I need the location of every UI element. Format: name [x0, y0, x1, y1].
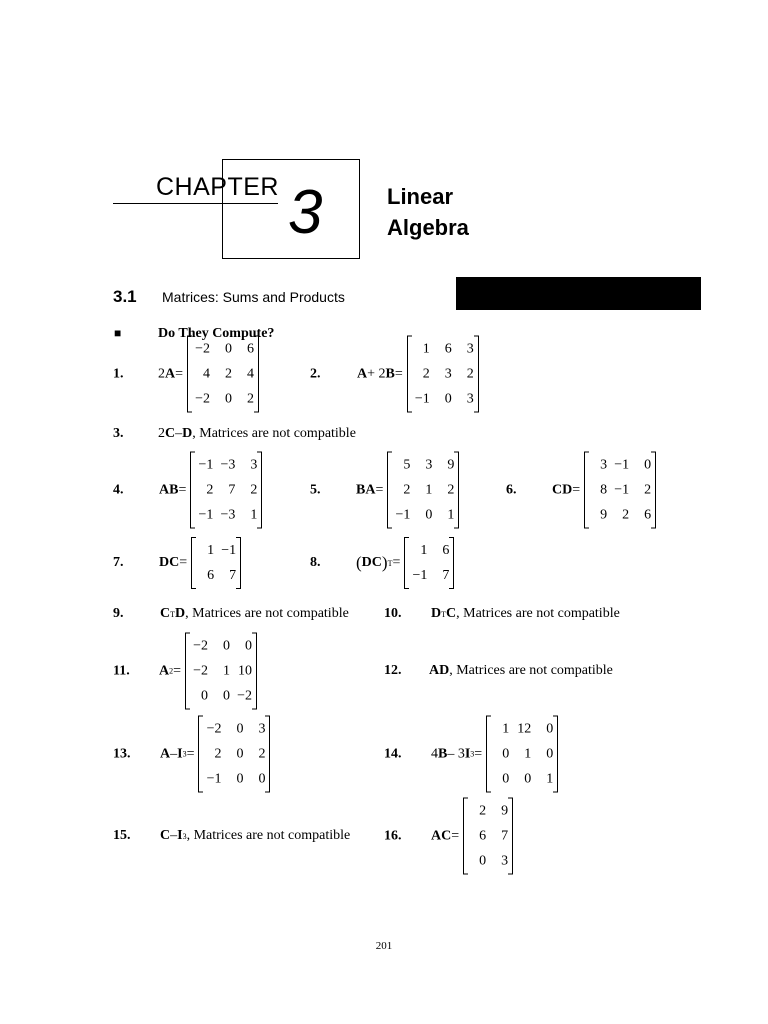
result-matrix: [463, 798, 513, 875]
coefficient: 2: [158, 366, 165, 381]
bracket-corner: [553, 716, 557, 717]
matrix-cell: 0: [201, 688, 209, 704]
matrix-symbol: B: [438, 746, 448, 761]
matrix-cell: 2: [403, 482, 411, 498]
matrix-cell: 0: [236, 721, 244, 737]
matrix-cell: 0: [502, 771, 510, 787]
subscript: 3: [182, 749, 187, 759]
matrix-symbol: A: [159, 663, 170, 678]
equals-sign: =: [451, 828, 460, 843]
matrix-cell: 0: [223, 688, 231, 704]
matrix-symbol: AC: [431, 828, 452, 843]
matrix-cell: 1: [250, 507, 258, 523]
matrix-cell: −1: [614, 457, 630, 473]
problem-15: [113, 828, 350, 844]
matrix-cell: 0: [225, 391, 233, 407]
matrix-cell: −1: [414, 391, 430, 407]
matrix-cell: 2: [622, 507, 630, 523]
matrix-symbol: C: [160, 828, 171, 843]
problem-10: [384, 606, 620, 622]
result-matrix: [190, 452, 262, 529]
problem-number: 11.: [113, 663, 130, 678]
problem-number: 9.: [113, 606, 124, 621]
transpose-mark: T: [441, 609, 447, 619]
matrix-cell: 2: [214, 746, 222, 762]
page-number: 201: [375, 940, 393, 952]
bracket-corner: [265, 716, 269, 717]
matrix-symbol: DC: [159, 555, 180, 570]
bracket-corner: [265, 792, 269, 793]
matrix-cell: 6: [247, 341, 255, 357]
problem-number: 14.: [384, 746, 402, 761]
matrix-cell: 5: [403, 457, 411, 473]
matrix-symbol: C: [446, 606, 457, 621]
problem-9: [113, 606, 349, 622]
matrix-cell: 1: [524, 746, 532, 762]
bracket-corner: [191, 452, 195, 453]
matrix-symbol: BA: [356, 482, 376, 497]
matrix-cell: −1: [395, 507, 411, 523]
problem-6: [506, 452, 656, 529]
matrix-cell: 12: [517, 721, 532, 737]
problem-1: [113, 336, 259, 413]
matrix-cell: 9: [600, 507, 608, 523]
result-matrix: [407, 336, 479, 413]
matrix-cell: 6: [444, 341, 452, 357]
equals-sign: =: [375, 482, 384, 497]
matrix-cell: 6: [644, 507, 652, 523]
matrix-symbol: A: [165, 366, 176, 381]
bracket-corner: [651, 452, 655, 453]
bracket-corner: [454, 528, 458, 529]
matrix-cell: 7: [501, 828, 509, 844]
matrix-cell: 3: [444, 366, 452, 382]
bracket-corner: [252, 633, 256, 634]
problem-16: [384, 798, 513, 875]
matrix-cell: 0: [524, 771, 532, 787]
matrix-cell: 7: [442, 568, 450, 583]
chapter-number: 3: [288, 178, 323, 247]
equals-sign: =: [179, 555, 188, 570]
bracket-corner: [192, 537, 196, 538]
bracket-corner: [585, 528, 589, 529]
equals-sign: =: [186, 746, 195, 761]
subsection-title: Do They Compute?: [158, 326, 275, 341]
matrix-cell: 2: [247, 391, 255, 407]
bracket-corner: [199, 716, 203, 717]
result-matrix: [198, 716, 270, 793]
matrix-cell: −1: [198, 507, 214, 523]
bracket-corner: [236, 588, 240, 589]
matrix-cell: 1: [447, 507, 455, 523]
matrix-cell: 3: [600, 457, 608, 473]
bracket-corner: [188, 336, 192, 337]
coefficient: 4: [431, 746, 438, 761]
equals-sign: =: [394, 366, 403, 381]
bracket-corner: [553, 792, 557, 793]
matrix-cell: 8: [600, 482, 608, 498]
bracket-corner: [474, 412, 478, 413]
problem-number: 10.: [384, 606, 402, 621]
result-matrix: [486, 716, 558, 793]
matrix-cell: 10: [238, 663, 253, 679]
identity-symbol: I: [464, 746, 471, 761]
matrix-cell: 0: [225, 341, 233, 357]
matrix-cell: 4: [203, 366, 211, 382]
problem-4: [113, 452, 262, 529]
matrix-cell: −2: [237, 688, 253, 704]
matrix-cell: 1: [425, 482, 433, 498]
matrix-cell: −1: [198, 457, 214, 473]
bracket-corner: [487, 716, 491, 717]
problem-number: 7.: [113, 555, 124, 570]
problem-number: 12.: [384, 663, 402, 678]
matrix-symbol: D: [175, 606, 186, 621]
matrix-cell: −1: [206, 771, 222, 787]
matrix-cell: 0: [223, 638, 231, 654]
equals-sign: =: [572, 482, 581, 497]
matrix-symbol: CD: [552, 482, 573, 497]
problem-number: 13.: [113, 746, 131, 761]
coefficient: 2: [158, 426, 165, 441]
bracket-corner: [651, 528, 655, 529]
incompatible-note: , Matrices are not compatible: [185, 606, 349, 621]
problem-5: [310, 452, 459, 529]
matrix-symbol: DC: [361, 555, 382, 570]
open-paren: (: [356, 553, 362, 572]
incompatible-note: , Matrices are not compatible: [186, 828, 351, 843]
matrix-cell: 2: [225, 366, 233, 382]
operator: –: [175, 426, 183, 441]
matrix-cell: 1: [207, 543, 215, 558]
operator: – 3: [447, 746, 465, 761]
equals-sign: =: [173, 663, 182, 678]
result-matrix: [191, 537, 241, 589]
equals-sign: =: [175, 366, 184, 381]
bracket-corner: [508, 874, 512, 875]
problem-8: [310, 537, 454, 589]
problem-7: [113, 537, 241, 589]
bracket-corner: [405, 537, 409, 538]
matrix-cell: −2: [195, 391, 211, 407]
problem-2: [310, 336, 479, 413]
matrix-cell: 0: [236, 771, 244, 787]
matrix-cell: −2: [193, 638, 209, 654]
bracket-corner: [192, 588, 196, 589]
matrix-cell: 3: [466, 341, 474, 357]
transpose-mark: T: [170, 609, 176, 619]
matrix-cell: 1: [420, 543, 428, 558]
problem-12: [384, 663, 613, 679]
problem-number: 2.: [310, 366, 321, 381]
bracket-corner: [405, 588, 409, 589]
matrix-cell: 3: [250, 457, 258, 473]
matrix-cell: 2: [258, 746, 266, 762]
chapter-word: CHAPTER: [156, 173, 279, 201]
bracket-corner: [487, 792, 491, 793]
identity-symbol: I: [177, 828, 183, 843]
result-matrix: [387, 452, 459, 529]
matrix-cell: 6: [442, 543, 450, 558]
bracket-corner: [464, 874, 468, 875]
equals-sign: =: [392, 555, 401, 570]
operator: –: [170, 828, 178, 843]
problem-11: [113, 633, 257, 710]
incompatible-note: , Matrices are not compatible: [449, 663, 613, 678]
matrix-cell: 1: [546, 771, 554, 787]
bracket-corner: [252, 709, 256, 710]
matrix-symbol: A: [357, 366, 368, 381]
matrix-cell: 7: [228, 482, 236, 498]
problem-14: [384, 716, 558, 793]
matrix-cell: −1: [614, 482, 630, 498]
bracket-corner: [254, 336, 258, 337]
bracket-corner: [474, 336, 478, 337]
matrix-cell: 0: [546, 746, 554, 762]
matrix-cell: 0: [546, 721, 554, 737]
bracket-corner: [188, 412, 192, 413]
matrix-cell: 2: [644, 482, 652, 498]
bracket-corner: [449, 588, 453, 589]
matrix-cell: 2: [466, 366, 474, 382]
matrix-cell: 9: [501, 803, 509, 819]
bracket-corner: [585, 452, 589, 453]
bracket-corner: [408, 412, 412, 413]
matrix-cell: 3: [501, 853, 509, 869]
matrix-symbol: C: [160, 606, 171, 621]
problem-number: 6.: [506, 482, 517, 497]
matrix-cell: 6: [207, 568, 215, 583]
incompatible-note: , Matrices are not compatible: [456, 606, 620, 621]
bracket-corner: [508, 798, 512, 799]
matrix-symbol: AB: [159, 482, 179, 497]
square-bullet-icon: ■: [114, 326, 122, 340]
problem-number: 1.: [113, 366, 124, 381]
matrix-cell: 7: [229, 568, 237, 583]
section-bar: [456, 277, 701, 310]
matrix-cell: 9: [447, 457, 455, 473]
matrix-cell: −2: [206, 721, 222, 737]
matrix-cell: 2: [447, 482, 455, 498]
matrix-cell: 2: [479, 803, 487, 819]
problem-3: [113, 426, 356, 442]
result-matrix: [185, 633, 257, 710]
operator: + 2: [367, 366, 386, 381]
matrix-cell: −2: [193, 663, 209, 679]
matrix-symbol: A: [160, 746, 171, 761]
bracket-corner: [464, 798, 468, 799]
matrix-symbol: D: [182, 426, 193, 441]
bracket-corner: [408, 336, 412, 337]
bracket-corner: [454, 452, 458, 453]
chapter-title-line1: Linear: [387, 184, 454, 209]
section-title: Matrices: Sums and Products: [162, 289, 345, 305]
bracket-corner: [388, 452, 392, 453]
equals-sign: =: [178, 482, 187, 497]
matrix-cell: 0: [258, 771, 266, 787]
matrix-cell: 2: [206, 482, 214, 498]
matrix-cell: −1: [221, 543, 237, 558]
matrix-cell: 2: [250, 482, 258, 498]
matrix-cell: 4: [247, 366, 255, 382]
matrix-cell: −3: [220, 457, 236, 473]
result-matrix: [584, 452, 656, 529]
problem-number: 15.: [113, 828, 131, 843]
close-paren: ): [381, 553, 388, 572]
problem-number: 3.: [113, 426, 124, 441]
matrix-cell: 0: [236, 746, 244, 762]
matrix-symbol: D: [431, 606, 442, 621]
matrix-cell: 3: [466, 391, 474, 407]
matrix-symbol: AD: [429, 663, 450, 678]
identity-symbol: I: [177, 746, 183, 761]
matrix-cell: 1: [223, 663, 231, 679]
result-matrix: [187, 336, 259, 413]
matrix-cell: 3: [258, 721, 266, 737]
bracket-corner: [236, 537, 240, 538]
matrix-symbol: B: [385, 366, 395, 381]
chapter-title: [387, 181, 469, 243]
problem-13: [113, 716, 270, 793]
matrix-cell: 2: [422, 366, 430, 382]
problem-number: 16.: [384, 828, 402, 843]
bracket-corner: [257, 452, 261, 453]
matrix-cell: 0: [245, 638, 253, 654]
matrix-cell: −3: [220, 507, 236, 523]
bracket-corner: [254, 412, 258, 413]
equals-sign: =: [474, 746, 483, 761]
bracket-corner: [257, 528, 261, 529]
result-matrix: [404, 537, 454, 589]
matrix-cell: 0: [502, 746, 510, 762]
subscript: 3: [182, 831, 187, 841]
bracket-corner: [388, 528, 392, 529]
problem-number: 5.: [310, 482, 321, 497]
bracket-corner: [449, 537, 453, 538]
bracket-corner: [186, 633, 190, 634]
matrix-cell: 0: [425, 507, 433, 523]
incompatible-note: , Matrices are not compatible: [192, 426, 356, 441]
section-number: 3.1: [113, 287, 137, 306]
bracket-corner: [186, 709, 190, 710]
matrix-cell: 0: [479, 853, 487, 869]
bracket-corner: [199, 792, 203, 793]
matrix-cell: 0: [444, 391, 452, 407]
exponent: 2: [169, 666, 174, 676]
problem-number: 4.: [113, 482, 124, 497]
subscript: 3: [470, 749, 475, 759]
matrix-cell: 6: [479, 828, 487, 844]
matrix-cell: 1: [422, 341, 430, 357]
transpose-mark: T: [387, 558, 393, 568]
matrix-symbol: C: [165, 426, 176, 441]
bracket-corner: [191, 528, 195, 529]
problem-number: 8.: [310, 555, 321, 570]
matrix-cell: −1: [412, 568, 428, 583]
matrix-cell: −2: [195, 341, 211, 357]
matrix-cell: 1: [502, 721, 510, 737]
matrix-cell: 0: [644, 457, 652, 473]
operator: –: [170, 746, 178, 761]
matrix-cell: 3: [425, 457, 433, 473]
chapter-title-line2: Algebra: [387, 215, 469, 240]
